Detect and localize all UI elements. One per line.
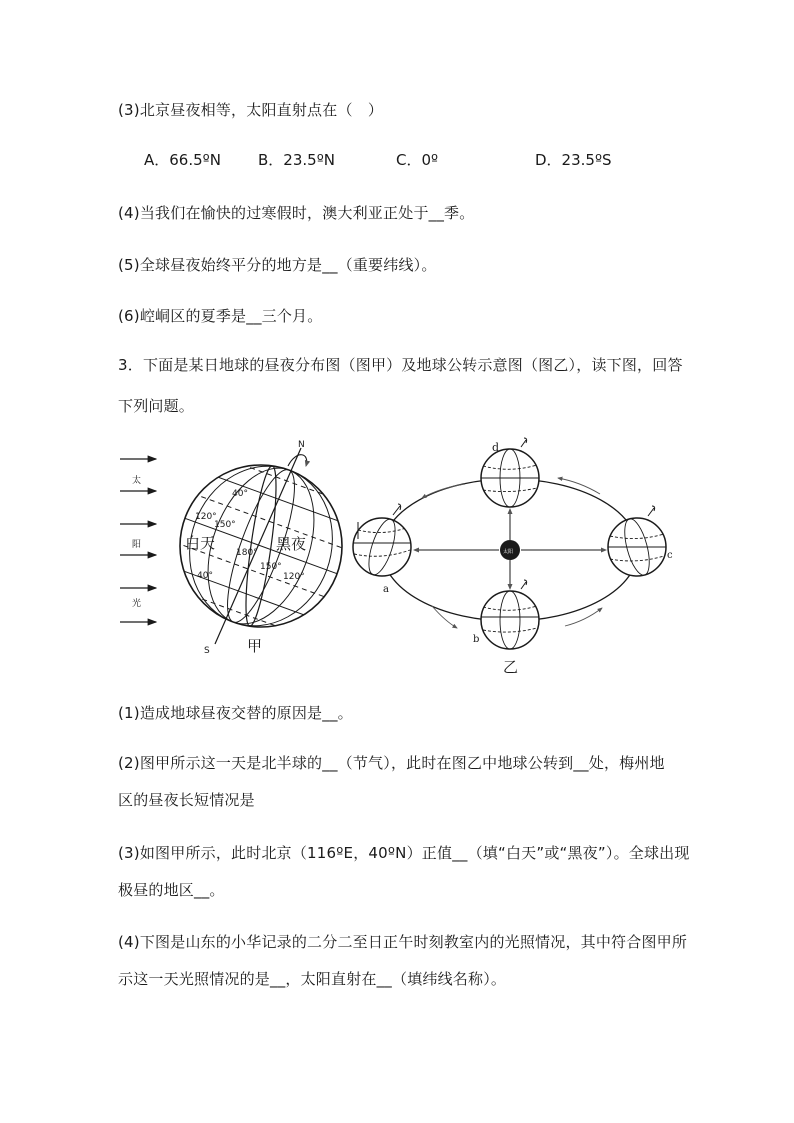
earth-position-b	[473, 580, 539, 676]
q2-item6: (6)崆峒区的夏季是__三个月。	[118, 307, 323, 325]
q2-item5: (5)全球昼夜始终平分的地方是__（重要纬线）。	[118, 256, 437, 274]
north-label: N	[298, 440, 305, 450]
earth-position-a	[353, 504, 411, 595]
sunlight-char-2: 阳	[132, 540, 142, 550]
option-d: D．23.5ºS	[535, 151, 612, 169]
earth-position-d	[481, 438, 539, 507]
sunlight-char-3: 光	[132, 599, 142, 609]
position-b-label: b	[473, 634, 480, 645]
q3-intro-line1: 3．下面是某日地球的昼夜分布图（图甲）及地球公转示意图（图乙），读下图，回答	[118, 356, 683, 374]
q3-sub3-line2: 极昼的地区__。	[118, 881, 225, 899]
sun-label: 太阳	[503, 549, 514, 555]
caption-yi: 乙	[503, 658, 519, 676]
position-a-label: a	[383, 584, 389, 595]
south-label: S	[204, 646, 210, 656]
degree-label: 40°	[232, 489, 248, 499]
q3-sub2-line1: (2)图甲所示这一天是北半球的__（节气），此时在图乙中地球公转到__处，梅州地	[118, 754, 665, 772]
q3-sub4-line2: 示这一天光照情况的是__，太阳直射在__（填纬线名称）。	[118, 970, 507, 988]
q3-sub3-line1: (3)如图甲所示，此时北京（116ºE，40ºN）正值__（填“白天”或“黑夜”）。全球出现	[118, 844, 690, 862]
position-c-label: c	[667, 550, 673, 561]
figure-yi	[353, 438, 673, 676]
q3-intro-line2: 下列问题。	[118, 397, 195, 415]
degree-label: 120°	[195, 512, 217, 522]
q3-sub1: (1)造成地球昼夜交替的原因是__。	[118, 704, 353, 722]
q3-sub2-line2: 区的昼夜长短情况是	[118, 791, 255, 809]
position-d-label: d	[492, 441, 500, 454]
option-a: A．66.5ºN	[144, 151, 221, 169]
degree-label: 150°	[214, 520, 236, 530]
sunlight-char-1: 太	[132, 476, 142, 486]
degree-label: 150°	[260, 562, 282, 572]
q2-item3: (3)北京昼夜相等，太阳直射点在（ ）	[118, 101, 384, 119]
degree-label: 40°	[197, 571, 213, 581]
degree-label: 120°	[283, 572, 305, 582]
earth-position-c	[608, 506, 673, 578]
figure-day-night-and-revolution	[110, 436, 690, 676]
option-b: B．23.5ºN	[258, 151, 335, 169]
option-c: C．0º	[396, 151, 439, 169]
night-label: 黑夜	[276, 535, 307, 553]
figure-jia	[120, 439, 372, 656]
degree-label: 180°	[236, 548, 258, 558]
day-label: 白天	[185, 534, 216, 552]
caption-jia: 甲	[247, 637, 263, 655]
q2-item4: (4)当我们在愉快的过寒假时，澳大利亚正处于__季。	[118, 204, 475, 222]
q3-sub4-line1: (4)下图是山东的小华记录的二分二至日正午时刻教室内的光照情况，其中符合图甲所	[118, 933, 688, 951]
